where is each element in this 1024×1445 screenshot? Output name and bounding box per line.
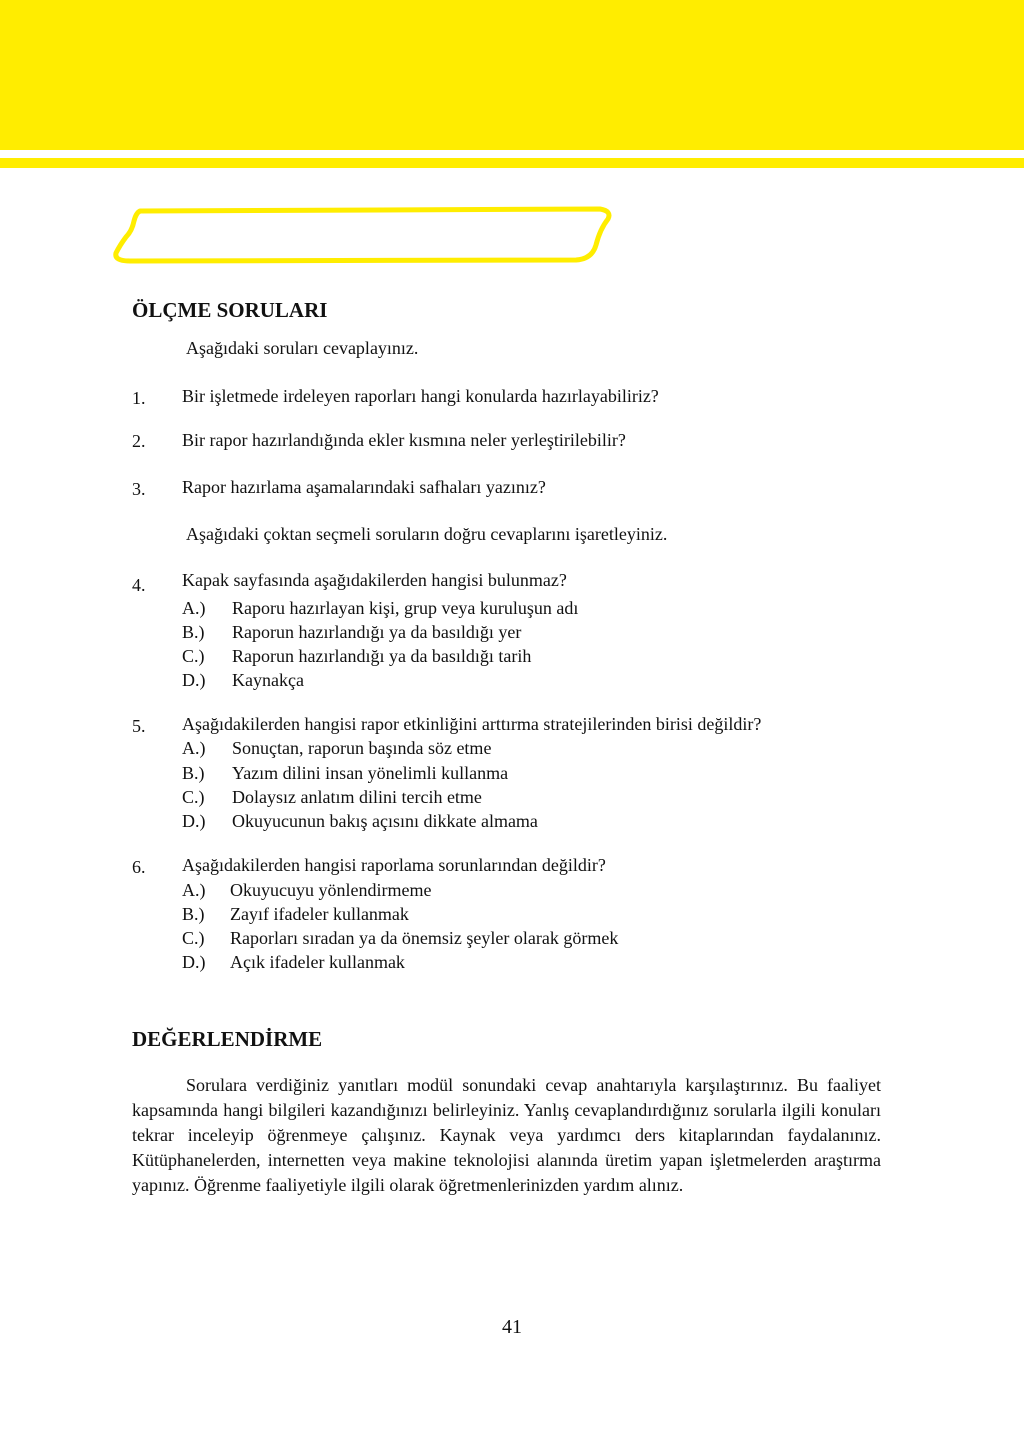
measurement-instruction: Aşağıdaki soruları cevaplayınız. [186, 338, 419, 358]
option-text: Okuyucuyu yönlendirmeme [230, 880, 432, 900]
option-text: Okuyucunun bakış açısını dikkate almama [232, 811, 538, 831]
question-text: Bir rapor hazırlandığında ekler kısmına neler yerleştirilebilir? [182, 430, 626, 450]
measurement-heading: ÖLÇME SORULARI [132, 298, 328, 322]
option-label: C.) [182, 928, 205, 948]
question-number: 5. [132, 716, 146, 736]
option-label: A.) [182, 738, 206, 758]
option-label: B.) [182, 904, 205, 924]
question-text: Bir işletmede irdeleyen raporları hangi konularda hazırlayabiliriz? [182, 386, 659, 406]
option-text: Kaynakça [232, 670, 304, 690]
question-number: 1. [132, 388, 146, 408]
option-text: Raporun hazırlandığı ya da basıldığı yer [232, 622, 522, 642]
option-text: Raporu hazırlayan kişi, grup veya kuruluşun adı [232, 598, 579, 618]
option-text: Dolaysız anlatım dilini tercih etme [232, 787, 482, 807]
header-yellow-band [0, 0, 1024, 150]
option-text: Raporun hazırlandığı ya da basıldığı tarih [232, 646, 532, 666]
option-label: A.) [182, 880, 206, 900]
question-text: Aşağıdakilerden hangisi rapor etkinliğini arttırma stratejilerinden birisi değildir? [182, 714, 762, 734]
mc-instruction: Aşağıdaki çoktan seçmeli soruların doğru cevaplarını işaretleyiniz. [186, 524, 668, 544]
question-text: Rapor hazırlama aşamalarındaki safhaları yazınız? [182, 477, 546, 497]
option-text: Yazım dilini insan yönelimli kullanma [232, 763, 509, 783]
option-label: B.) [182, 622, 205, 642]
section-title-badge-outline [110, 205, 615, 267]
evaluation-heading: DEĞERLENDİRME [132, 1027, 323, 1051]
question-number: 4. [132, 575, 146, 595]
page-number: 41 [502, 1316, 522, 1338]
option-label: B.) [182, 763, 205, 783]
question-number: 2. [132, 431, 146, 451]
question-number: 6. [132, 857, 146, 877]
question-text: Aşağıdakilerden hangisi raporlama sorunlarından değildir? [182, 855, 606, 875]
option-text: Zayıf ifadeler kullanmak [230, 904, 409, 924]
option-label: C.) [182, 646, 205, 666]
header-yellow-stripe [0, 158, 1024, 168]
option-label: A.) [182, 598, 206, 618]
option-label: D.) [182, 670, 206, 690]
option-label: C.) [182, 787, 205, 807]
option-text: Sonuçtan, raporun başında söz etme [232, 738, 492, 758]
option-text: Açık ifadeler kullanmak [230, 952, 405, 972]
question-text: Kapak sayfasında aşağıdakilerden hangisi bulunmaz? [182, 570, 567, 590]
option-label: D.) [182, 952, 206, 972]
option-label: D.) [182, 811, 206, 831]
question-number: 3. [132, 479, 146, 499]
option-text: Raporları sıradan ya da önemsiz şeyler olarak görmek [230, 928, 619, 948]
evaluation-paragraph: Sorulara verdiğiniz yanıtları modül sonundaki cevap anahtarıyla karşılaştırınız. Bu faaliyet kapsamında hangi bilgileri kazandığınızı belirleyiniz. Yanlış cevaplandırdığınız sorularla ilgili konuları tekrar inceleyip öğrenmeye çalışınız. Kaynak veya yardımcı ders kitaplarından faydalanınız. Kütüphanelerden, internetten veya makine teknolojisi alanında üretim yapan işletmelerden araştırma yapınız. Öğrenme faaliyetiyle ilgili olarak öğretmenlerinizden yardım alınız. [132, 1075, 881, 1195]
